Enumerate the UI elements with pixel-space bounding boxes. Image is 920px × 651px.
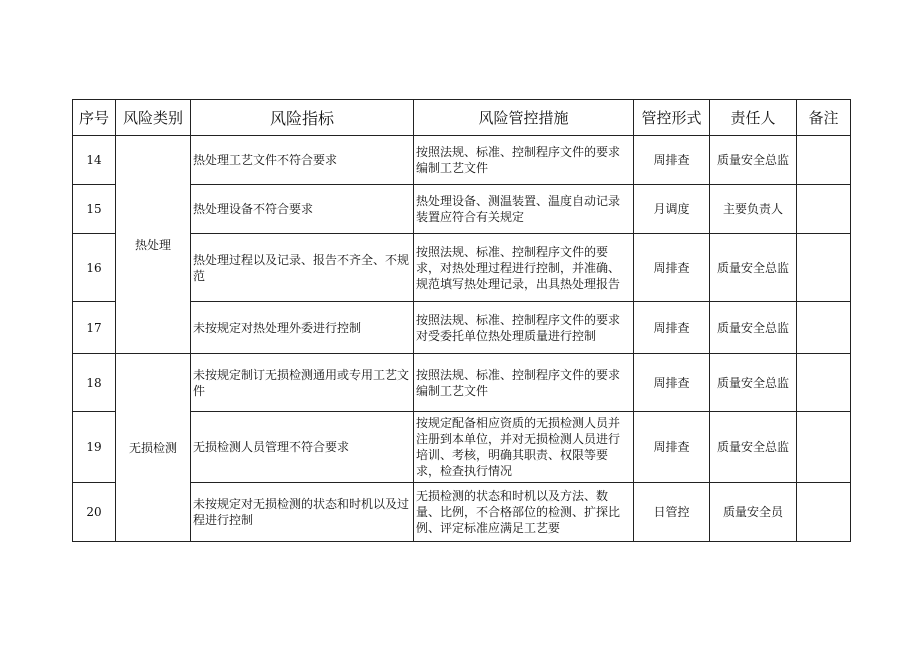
cell-measures: 无损检测的状态和时机以及方法、数量、比例，不合格部位的检测、扩探比例、评定标准应满足工艺要: [414, 483, 634, 542]
cell-remark: [797, 136, 851, 185]
cell-owner: 质量安全总监: [710, 412, 797, 483]
category-cell-ndt: 无损检测: [116, 354, 191, 542]
cell-remark: [797, 185, 851, 234]
header-row: [73, 100, 851, 136]
table-row: [73, 136, 851, 185]
cell-seq: 15: [73, 185, 116, 234]
cell-measures: 按照法规、标准、控制程序文件的要求编制工艺文件: [414, 136, 634, 185]
header-category: 风险类别: [116, 100, 191, 136]
cell-seq: 18: [73, 354, 116, 412]
cell-owner: 质量安全总监: [710, 354, 797, 412]
cell-owner: 质量安全总监: [710, 136, 797, 185]
cell-form: 日管控: [634, 483, 710, 542]
cell-remark: [797, 302, 851, 354]
category-cell-heat: 热处理: [116, 136, 191, 354]
header-seq: 序号: [73, 100, 116, 136]
cell-indicator: 热处理设备不符合要求: [191, 185, 414, 234]
cell-indicator: 热处理过程以及记录、报告不齐全、不规范: [191, 234, 414, 302]
cell-indicator: 未按规定对无损检测的状态和时机以及过程进行控制: [191, 483, 414, 542]
cell-measures: 按照法规、标准、控制程序文件的要求编制工艺文件: [414, 354, 634, 412]
header-indicator: 风险指标: [191, 100, 414, 136]
header-owner: 责任人: [710, 100, 797, 136]
cell-owner: 质量安全总监: [710, 302, 797, 354]
risk-control-table: [72, 99, 851, 542]
cell-seq: 17: [73, 302, 116, 354]
cell-measures: 按照法规、标准、控制程序文件的要求对受委托单位热处理质量进行控制: [414, 302, 634, 354]
cell-indicator: 热处理工艺文件不符合要求: [191, 136, 414, 185]
cell-measures: 按照法规、标准、控制程序文件的要求，对热处理过程进行控制，并准确、规范填写热处理记录，出具热处理报告: [414, 234, 634, 302]
cell-seq: 19: [73, 412, 116, 483]
cell-form: 周排查: [634, 412, 710, 483]
cell-remark: [797, 483, 851, 542]
cell-remark: [797, 354, 851, 412]
cell-owner: 质量安全总监: [710, 234, 797, 302]
cell-indicator: 无损检测人员管理不符合要求: [191, 412, 414, 483]
cell-remark: [797, 412, 851, 483]
cell-form: 周排查: [634, 302, 710, 354]
cell-seq: 14: [73, 136, 116, 185]
header-remark: 备注: [797, 100, 851, 136]
cell-measures: 按规定配备相应资质的无损检测人员并注册到本单位，并对无损检测人员进行培训、考核，明确其职责、权限等要求，检查执行情况: [414, 412, 634, 483]
cell-indicator: 未按规定制订无损检测通用或专用工艺文件: [191, 354, 414, 412]
cell-form: 周排查: [634, 354, 710, 412]
cell-seq: 20: [73, 483, 116, 542]
cell-measures: 热处理设备、测温装置、温度自动记录装置应符合有关规定: [414, 185, 634, 234]
cell-form: 月调度: [634, 185, 710, 234]
cell-seq: 16: [73, 234, 116, 302]
cell-form: 周排查: [634, 136, 710, 185]
header-measures: 风险管控措施: [414, 100, 634, 136]
cell-owner: 主要负责人: [710, 185, 797, 234]
cell-owner: 质量安全员: [710, 483, 797, 542]
cell-form: 周排查: [634, 234, 710, 302]
cell-indicator: 未按规定对热处理外委进行控制: [191, 302, 414, 354]
header-form: 管控形式: [634, 100, 710, 136]
cell-remark: [797, 234, 851, 302]
table-row: [73, 354, 851, 412]
